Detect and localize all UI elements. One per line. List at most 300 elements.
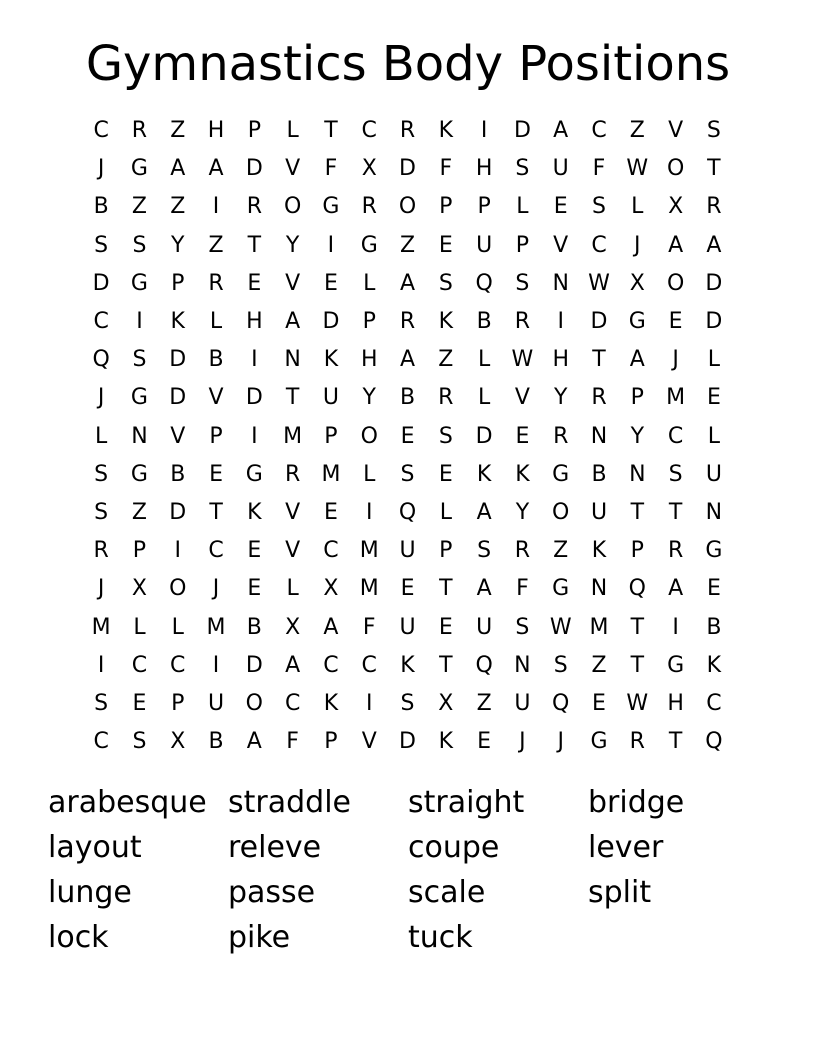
grid-cell: U (322, 385, 339, 411)
grid-cell: M (206, 614, 226, 640)
grid-cell: Z (438, 347, 454, 373)
grid-cell: G (130, 156, 148, 182)
grid-cell: F (439, 156, 453, 182)
grid-cell: X (285, 614, 301, 640)
word-list-item: lunge (48, 875, 132, 910)
grid-cell: K (438, 118, 454, 144)
grid-cell: B (399, 385, 416, 411)
grid-cell: H (246, 309, 263, 335)
grid-cell: G (245, 461, 263, 487)
grid-cell: Z (131, 499, 147, 525)
grid-cell: C (208, 538, 224, 564)
grid-cell: S (94, 461, 109, 487)
grid-cell: Z (629, 118, 645, 144)
grid-cell: L (209, 309, 223, 335)
grid-cell: T (668, 499, 683, 525)
grid-cell: V (285, 156, 301, 182)
grid-cell: O (283, 194, 302, 220)
grid-cell: T (668, 729, 683, 755)
grid-cell: D (705, 309, 723, 335)
grid-cell: I (365, 690, 373, 716)
grid-cell: E (323, 499, 338, 525)
grid-cell: M (321, 461, 341, 487)
grid-cell: S (132, 729, 147, 755)
grid-cell: S (132, 347, 147, 373)
grid-cell: U (207, 690, 225, 716)
grid-cell: N (705, 499, 723, 525)
grid-cell: E (515, 423, 530, 449)
grid-cell: O (245, 690, 263, 716)
word-list-item: pike (228, 920, 291, 955)
grid-cell: K (438, 309, 454, 335)
grid-cell: G (590, 729, 608, 755)
grid-cell: X (323, 576, 339, 602)
grid-cell: I (174, 538, 181, 564)
grid-row (82, 265, 734, 303)
grid-cell: A (553, 118, 569, 144)
grid-cell: R (399, 118, 416, 144)
grid-cell: X (361, 156, 377, 182)
grid-cell: E (247, 576, 262, 602)
grid-cell: E (247, 270, 262, 296)
grid-cell: D (245, 652, 263, 678)
grid-cell: E (438, 614, 453, 640)
word-list-item: releve (228, 830, 322, 865)
grid-cell: E (668, 309, 683, 335)
grid-cell: C (591, 232, 607, 258)
grid-cell: U (476, 232, 493, 258)
grid-cell: P (209, 423, 223, 449)
grid-cell: P (630, 385, 644, 411)
grid-cell: T (285, 385, 300, 411)
grid-cell: B (706, 614, 722, 640)
grid-cell: E (438, 461, 453, 487)
grid-cell: N (284, 347, 301, 373)
grid-cell: G (130, 385, 148, 411)
grid-cell: D (169, 499, 187, 525)
word-list-item: lock (48, 920, 109, 955)
grid-cell: M (359, 576, 379, 602)
grid-cell: C (170, 652, 186, 678)
grid-cell: A (399, 347, 416, 373)
grid-cell: X (668, 194, 684, 220)
grid-cell: L (363, 270, 376, 296)
word-list-item: split (588, 875, 652, 910)
grid-cell: S (706, 118, 721, 144)
grid-cell: L (707, 423, 721, 449)
grid-cell: V (208, 385, 224, 411)
grid-cell: P (171, 270, 185, 296)
grid-cell: W (549, 614, 572, 640)
grid-cell: L (95, 423, 108, 449)
grid-cell: M (283, 423, 303, 449)
grid-cell: Z (399, 232, 416, 258)
grid-cell: G (130, 270, 148, 296)
grid-cell: G (667, 652, 685, 678)
grid-cell: S (94, 232, 109, 258)
grid-cell: S (515, 270, 530, 296)
grid-cell: A (170, 156, 186, 182)
grid-cell: T (324, 118, 338, 144)
grid-cell: J (557, 729, 564, 755)
grid-cell: G (552, 461, 570, 487)
grid-cell: D (705, 270, 723, 296)
grid-cell: P (132, 538, 147, 564)
grid-cell: G (628, 309, 646, 335)
grid-cell: I (251, 423, 258, 449)
grid-cell: R (93, 538, 109, 564)
grid-cell: Q (398, 499, 417, 525)
grid-cell: S (592, 194, 606, 220)
grid-cell: C (93, 118, 109, 144)
grid-cell: A (476, 499, 492, 525)
grid-cell: V (170, 423, 186, 449)
grid-cell: J (519, 729, 526, 755)
grid-cell: O (552, 499, 570, 525)
grid-cell: Z (208, 232, 224, 258)
grid-cell: J (97, 576, 105, 602)
grid-cell: C (706, 690, 722, 716)
grid-row (82, 723, 734, 761)
grid-cell: U (399, 614, 416, 640)
grid-cell: W (588, 270, 610, 296)
grid-cell: B (170, 461, 186, 487)
grid-cell: M (359, 538, 379, 564)
grid-row (82, 341, 734, 379)
grid-cell: I (212, 652, 220, 678)
grid-cell: S (400, 690, 415, 716)
grid-cell: L (363, 461, 376, 487)
word-list-item: lever (588, 830, 664, 865)
grid-cell: V (361, 729, 377, 755)
grid-cell: B (208, 729, 224, 755)
grid-cell: E (132, 690, 147, 716)
grid-cell: I (212, 194, 220, 220)
word-list-item: scale (408, 875, 486, 910)
grid-cell: B (591, 461, 607, 487)
grid-cell: R (208, 270, 224, 296)
grid-cell: T (630, 499, 645, 525)
grid-cell: V (553, 232, 569, 258)
grid-cell: C (361, 118, 377, 144)
grid-cell: Q (475, 270, 493, 296)
grid-cell: P (477, 194, 491, 220)
grid-cell: S (553, 652, 568, 678)
grid-cell: F (286, 729, 299, 755)
grid-cell: P (362, 309, 376, 335)
grid-cell: R (361, 194, 377, 220)
grid-cell: A (668, 232, 684, 258)
grid-cell: K (323, 347, 339, 373)
grid-cell: E (209, 461, 223, 487)
grid-cell: L (171, 614, 184, 640)
grid-cell: V (668, 118, 684, 144)
grid-cell: D (475, 423, 493, 449)
grid-cell: E (400, 576, 415, 602)
grid-cell: H (207, 118, 225, 144)
word-list-item: bridge (588, 785, 685, 820)
grid-cell: P (630, 538, 644, 564)
word-list-item: tuck (408, 920, 473, 955)
grid-cell: R (131, 118, 148, 144)
grid-cell: A (323, 614, 339, 640)
grid-cell: A (285, 309, 301, 335)
grid-cell: J (672, 347, 679, 373)
grid-cell: M (589, 614, 609, 640)
grid-cell: I (97, 652, 105, 678)
grid-cell: T (439, 652, 453, 678)
grid-cell: D (92, 270, 110, 296)
grid-cell: R (667, 538, 684, 564)
grid-cell: L (631, 194, 644, 220)
word-list-item: layout (48, 830, 142, 865)
grid-cell: C (591, 118, 607, 144)
grid-cell: W (626, 690, 649, 716)
grid-cell: A (399, 270, 416, 296)
grid-cell: X (131, 576, 147, 602)
grid-cell: C (131, 652, 148, 678)
grid-cell: D (322, 309, 340, 335)
grid-cell: L (133, 614, 146, 640)
grid-row (82, 494, 734, 532)
grid-cell: D (169, 347, 187, 373)
grid-row (82, 227, 734, 265)
grid-cell: Q (628, 576, 646, 602)
grid-cell: S (438, 423, 453, 449)
grid-cell: I (672, 614, 679, 640)
grid-cell: X (170, 729, 186, 755)
grid-cell: S (515, 156, 530, 182)
letter-grid (82, 112, 734, 761)
grid-cell: R (246, 194, 262, 220)
grid-cell: Q (705, 729, 723, 755)
grid-cell: E (400, 423, 415, 449)
grid-cell: A (706, 232, 722, 258)
grid-cell: C (667, 423, 684, 449)
grid-cell: T (592, 347, 606, 373)
grid-cell: K (706, 652, 722, 678)
grid-cell: E (247, 538, 262, 564)
grid-cell: M (91, 614, 111, 640)
grid-cell: Y (515, 499, 530, 525)
grid-row (82, 570, 734, 608)
grid-cell: X (438, 690, 454, 716)
grid-cell: R (591, 385, 607, 411)
grid-cell: P (171, 690, 185, 716)
grid-cell: Q (92, 347, 110, 373)
grid-cell: Q (552, 690, 570, 716)
grid-cell: B (93, 194, 109, 220)
grid-cell: A (629, 347, 645, 373)
grid-cell: D (513, 118, 531, 144)
grid-cell: R (399, 309, 416, 335)
grid-cell: J (97, 385, 105, 411)
grid-cell: Q (475, 652, 493, 678)
grid-cell: T (247, 232, 262, 258)
grid-cell: C (93, 729, 109, 755)
grid-cell: G (360, 232, 378, 258)
grid-cell: X (629, 270, 645, 296)
grid-row (82, 647, 734, 685)
grid-cell: L (286, 576, 299, 602)
grid-cell: A (476, 576, 492, 602)
grid-cell: F (516, 576, 529, 602)
grid-cell: B (208, 347, 224, 373)
grid-cell: F (324, 156, 338, 182)
grid-cell: T (630, 652, 645, 678)
grid-cell: S (668, 461, 683, 487)
grid-cell: S (132, 232, 147, 258)
grid-cell: H (360, 347, 378, 373)
page-title: Gymnastics Body Positions (85, 36, 731, 92)
grid-cell: L (516, 194, 529, 220)
grid-cell: S (400, 461, 415, 487)
grid-cell: K (515, 461, 530, 487)
grid-cell: R (553, 423, 569, 449)
grid-cell: U (514, 690, 531, 716)
grid-cell: W (626, 156, 649, 182)
grid-cell: C (323, 652, 339, 678)
grid-cell: D (169, 385, 187, 411)
grid-cell: U (552, 156, 569, 182)
grid-row (82, 150, 734, 188)
grid-cell: N (131, 423, 148, 449)
grid-cell: K (591, 538, 607, 564)
grid-cell: R (706, 194, 722, 220)
grid-cell: E (592, 690, 606, 716)
grid-cell: R (514, 538, 531, 564)
grid-cell: A (208, 156, 224, 182)
grid-cell: P (247, 118, 261, 144)
grid-cell: Y (362, 385, 376, 411)
grid-cell: I (557, 309, 564, 335)
grid-row (82, 456, 734, 494)
grid-cell: B (476, 309, 492, 335)
grid-cell: D (399, 729, 416, 755)
grid-cell: Z (553, 538, 569, 564)
grid-cell: K (247, 499, 262, 525)
grid-cell: K (400, 652, 415, 678)
grid-cell: P (439, 194, 453, 220)
grid-cell: F (592, 156, 606, 182)
grid-cell: N (552, 270, 569, 296)
grid-cell: P (439, 538, 453, 564)
grid-cell: P (324, 423, 338, 449)
grid-cell: N (514, 652, 531, 678)
grid-cell: J (634, 232, 641, 258)
grid-cell: E (438, 232, 453, 258)
grid-row (82, 608, 734, 646)
grid-cell: J (97, 156, 105, 182)
grid-cell: G (552, 576, 570, 602)
grid-cell: S (477, 538, 492, 564)
grid-cell: E (706, 385, 721, 411)
grid-cell: I (136, 309, 143, 335)
grid-cell: I (251, 347, 258, 373)
grid-cell: S (94, 499, 109, 525)
grid-cell: Z (170, 118, 186, 144)
grid-cell: L (477, 385, 491, 411)
grid-cell: G (322, 194, 340, 220)
grid-cell: P (324, 729, 338, 755)
grid-cell: S (94, 690, 109, 716)
grid-cell: U (705, 461, 722, 487)
grid-cell: M (666, 385, 686, 411)
grid-cell: R (629, 729, 645, 755)
grid-cell: I (365, 499, 373, 525)
grid-cell: E (706, 576, 721, 602)
grid-cell: A (285, 652, 301, 678)
grid-cell: V (285, 499, 301, 525)
grid-cell: H (475, 156, 493, 182)
grid-cell: Z (476, 690, 492, 716)
grid-cell: H (667, 690, 684, 716)
grid-cell: O (360, 423, 378, 449)
grid-cell: T (630, 614, 645, 640)
grid-cell: C (93, 309, 109, 335)
grid-cell: K (323, 690, 339, 716)
grid-cell: J (212, 576, 220, 602)
grid-cell: P (515, 232, 530, 258)
grid-cell: D (245, 385, 263, 411)
grid-cell: T (209, 499, 223, 525)
grid-cell: K (438, 729, 454, 755)
grid-cell: U (590, 499, 608, 525)
grid-row (82, 303, 734, 341)
grid-cell: N (590, 423, 608, 449)
grid-cell: G (705, 538, 723, 564)
grid-cell: Y (285, 232, 300, 258)
grid-row (82, 188, 734, 226)
grid-row (82, 532, 734, 570)
grid-cell: L (439, 499, 452, 525)
grid-cell: T (439, 576, 453, 602)
grid-cell: S (515, 614, 530, 640)
grid-row (82, 418, 734, 456)
grid-cell: R (284, 461, 301, 487)
grid-cell: Z (591, 652, 607, 678)
grid-cell: T (707, 156, 721, 182)
grid-cell: D (399, 156, 416, 182)
grid-cell: R (438, 385, 454, 411)
grid-cell: W (511, 347, 534, 373)
word-list-item: passe (228, 875, 316, 910)
grid-cell: K (476, 461, 492, 487)
grid-cell: U (476, 614, 493, 640)
grid-cell: I (480, 118, 488, 144)
word-list-item: straddle (228, 785, 351, 820)
grid-row (82, 685, 734, 723)
grid-cell: L (477, 347, 491, 373)
grid-cell: A (246, 729, 262, 755)
grid-row (82, 112, 734, 150)
grid-row (82, 379, 734, 417)
grid-cell: K (170, 309, 185, 335)
grid-cell: H (552, 347, 569, 373)
grid-cell: C (323, 538, 339, 564)
word-list-item: arabesque (48, 785, 207, 820)
grid-cell: E (553, 194, 568, 220)
grid-cell: Y (553, 385, 568, 411)
grid-cell: V (514, 385, 530, 411)
grid-cell: R (514, 309, 531, 335)
grid-cell: A (668, 576, 684, 602)
grid-cell: N (590, 576, 608, 602)
word-list-item: straight (408, 785, 525, 820)
grid-cell: U (399, 538, 416, 564)
grid-cell: V (285, 538, 301, 564)
grid-cell: Y (630, 423, 645, 449)
